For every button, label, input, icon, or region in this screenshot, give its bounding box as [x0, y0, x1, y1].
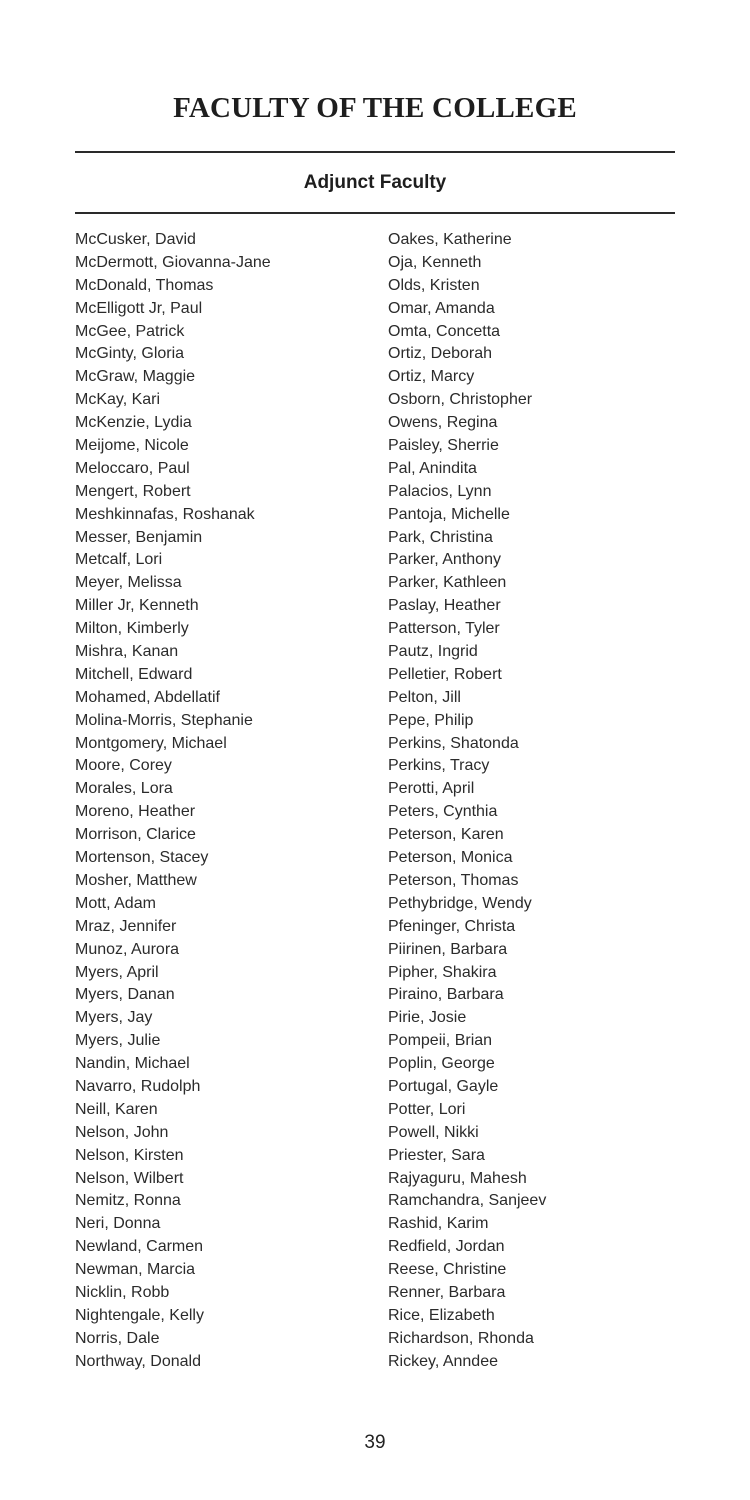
faculty-name: Pautz, Ingrid — [388, 643, 478, 661]
faculty-name: Mortenson, Stacey — [75, 849, 209, 867]
faculty-name: Perkins, Tracy — [388, 757, 490, 775]
faculty-name: Perkins, Shatonda — [388, 734, 519, 752]
faculty-name: McDonald, Thomas — [75, 276, 214, 294]
faculty-name: Piraino, Barbara — [388, 986, 504, 1004]
faculty-name: Rickey, Anndee — [388, 1352, 498, 1370]
faculty-name: Neill, Karen — [75, 1100, 158, 1118]
faculty-name: Pompeii, Brian — [388, 1032, 493, 1050]
faculty-name: Poplin, George — [388, 1055, 495, 1073]
faculty-name: Mitchell, Edward — [75, 665, 193, 683]
faculty-name: Priester, Sara — [388, 1146, 485, 1164]
faculty-name: Newland, Carmen — [75, 1238, 204, 1256]
faculty-name: Northway, Donald — [75, 1352, 201, 1370]
faculty-name: Mohamed, Abdellatif — [75, 688, 220, 706]
faculty-name: Meijome, Nicole — [75, 437, 189, 455]
faculty-name: Redfield, Jordan — [388, 1238, 505, 1256]
header-divider-top — [75, 151, 675, 153]
faculty-name: Piirinen, Barbara — [388, 940, 508, 958]
page-title: FACULTY OF THE COLLEGE — [173, 92, 577, 124]
page-number: 39 — [364, 1432, 386, 1453]
faculty-name: Mosher, Matthew — [75, 871, 197, 889]
faculty-name: Myers, Julie — [75, 1032, 161, 1050]
faculty-name: Mraz, Jennifer — [75, 917, 177, 935]
faculty-name: Meyer, Melissa — [75, 574, 182, 592]
faculty-name: Nelson, Wilbert — [75, 1169, 184, 1187]
faculty-name: Nelson, Kirsten — [75, 1146, 184, 1164]
faculty-name: Portugal, Gayle — [388, 1077, 499, 1095]
faculty-name: Renner, Barbara — [388, 1283, 506, 1301]
faculty-name: Messer, Benjamin — [75, 528, 203, 546]
faculty-name: Myers, April — [75, 963, 159, 981]
faculty-name: Omta, Concetta — [388, 322, 501, 340]
faculty-name: Parker, Anthony — [388, 551, 501, 569]
faculty-name: Osborn, Christopher — [388, 391, 533, 409]
faculty-name: Ortiz, Marcy — [388, 368, 475, 386]
faculty-name: Pantoja, Michelle — [388, 505, 510, 523]
faculty-name: Newman, Marcia — [75, 1261, 196, 1279]
faculty-name: Norris, Dale — [75, 1329, 160, 1347]
faculty-name: Montgomery, Michael — [75, 734, 227, 752]
faculty-name: Park, Christina — [388, 528, 493, 546]
faculty-list-left-column — [75, 229, 365, 1374]
faculty-name: Pepe, Philip — [388, 711, 474, 729]
faculty-name: Peterson, Monica — [388, 849, 513, 867]
faculty-name: McGinty, Gloria — [75, 345, 185, 363]
faculty-name: Mott, Adam — [75, 894, 156, 912]
faculty-name: Mengert, Robert — [75, 482, 191, 500]
faculty-name: Peterson, Karen — [388, 826, 504, 844]
faculty-name: Miller Jr, Kenneth — [75, 597, 199, 615]
faculty-name: Milton, Kimberly — [75, 620, 189, 638]
faculty-name: Myers, Danan — [75, 986, 175, 1004]
faculty-name: Myers, Jay — [75, 1009, 153, 1027]
faculty-name: Molina-Morris, Stephanie — [75, 711, 253, 729]
faculty-name: Reese, Christine — [388, 1261, 507, 1279]
faculty-name: Patterson, Tyler — [388, 620, 500, 638]
faculty-name: Nelson, John — [75, 1123, 169, 1141]
faculty-name: Rice, Elizabeth — [388, 1306, 495, 1324]
faculty-name: Moore, Corey — [75, 757, 172, 775]
faculty-name: Nicklin, Robb — [75, 1283, 170, 1301]
faculty-name: Olds, Kristen — [388, 276, 480, 294]
faculty-name: Munoz, Aurora — [75, 940, 180, 958]
faculty-name: Moreno, Heather — [75, 803, 196, 821]
faculty-name: Morales, Lora — [75, 780, 173, 798]
faculty-name: Morrison, Clarice — [75, 826, 196, 844]
faculty-name: Pirie, Josie — [388, 1009, 467, 1027]
faculty-name: Mishra, Kanan — [75, 643, 179, 661]
faculty-name: Perotti, April — [388, 780, 475, 798]
faculty-name: Rajyaguru, Mahesh — [388, 1169, 527, 1187]
faculty-name: Pfeninger, Christa — [388, 917, 516, 935]
faculty-name: McGraw, Maggie — [75, 368, 196, 386]
faculty-name: Oakes, Katherine — [388, 231, 512, 248]
header-divider-bottom — [75, 212, 675, 214]
faculty-name: Omar, Amanda — [388, 299, 495, 317]
faculty-name: Neri, Donna — [75, 1215, 161, 1233]
faculty-name: Owens, Regina — [388, 414, 498, 432]
faculty-name: Paslay, Heather — [388, 597, 501, 615]
faculty-name: Pelton, Jill — [388, 688, 461, 706]
faculty-name: Pipher, Shakira — [388, 963, 497, 981]
faculty-name: Peterson, Thomas — [388, 871, 519, 889]
faculty-name: Nemitz, Ronna — [75, 1192, 181, 1210]
faculty-name: Meloccaro, Paul — [75, 459, 190, 477]
faculty-name: Metcalf, Lori — [75, 551, 163, 569]
faculty-list-right-column — [388, 229, 688, 1374]
faculty-name: Ortiz, Deborah — [388, 345, 493, 363]
faculty-name: McKay, Kari — [75, 391, 161, 409]
faculty-name: Nightengale, Kelly — [75, 1306, 204, 1324]
faculty-name: McKenzie, Lydia — [75, 414, 192, 432]
faculty-name: Ramchandra, Sanjeev — [388, 1192, 547, 1210]
faculty-name: Meshkinnafas, Roshanak — [75, 505, 255, 523]
faculty-name: Nandin, Michael — [75, 1055, 190, 1073]
faculty-name: Pelletier, Robert — [388, 665, 502, 683]
faculty-name: Powell, Nikki — [388, 1123, 479, 1141]
faculty-name: Parker, Kathleen — [388, 574, 507, 592]
faculty-name: Navarro, Rudolph — [75, 1077, 201, 1095]
faculty-name: Potter, Lori — [388, 1100, 466, 1118]
faculty-name: Pethybridge, Wendy — [388, 894, 532, 912]
faculty-name: Rashid, Karim — [388, 1215, 489, 1233]
faculty-name: McCusker, David — [75, 231, 196, 248]
faculty-name: Paisley, Sherrie — [388, 437, 499, 455]
faculty-name: Richardson, Rhonda — [388, 1329, 534, 1347]
faculty-name: Peters, Cynthia — [388, 803, 498, 821]
faculty-name: McElligott Jr, Paul — [75, 299, 203, 317]
faculty-name: Palacios, Lynn — [388, 482, 492, 500]
faculty-name: Oja, Kenneth — [388, 253, 482, 271]
faculty-name: McGee, Patrick — [75, 322, 185, 340]
faculty-name: McDermott, Giovanna-Jane — [75, 253, 271, 271]
section-title: Adjunct Faculty — [303, 172, 447, 193]
faculty-name: Pal, Anindita — [388, 459, 477, 477]
